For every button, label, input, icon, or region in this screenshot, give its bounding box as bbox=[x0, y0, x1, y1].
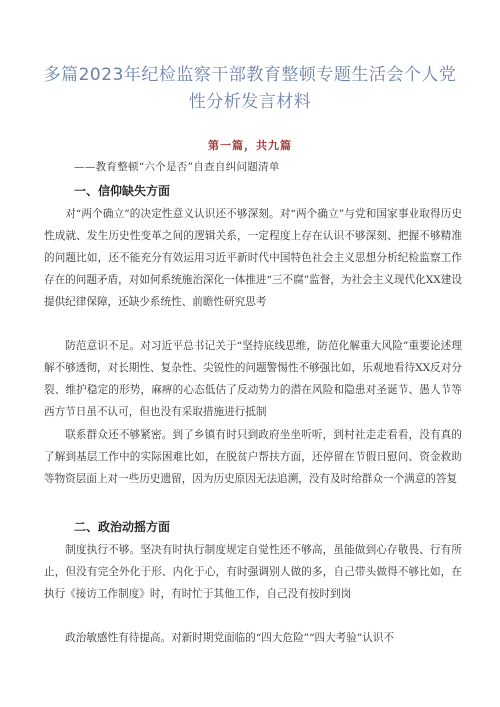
paragraph-system-execution: 制度执行不够。坚决有时执行制度规定自觉性还不够高，虽能做到心存敬畏、行有所止，但没有完全外化于形、内化于心，有时强调别人做的多，自己带头做得不够比如，在执行《接访工作制度》时，有时忙于其他工作，自己没有按时到岗 bbox=[44, 544, 462, 601]
paragraph-mass-contact: 联系群众还不够紧密。到了乡镇有时只到政府坐坐听听，到村社走走看看，没有真的了解到基层工作中的实际困难比如，在脱贫户帮扶方面，还停留在节假日慰问、资金救助等物资层面上对一些历史遗留，因为历史原因无法追溯，没有及时给群众一个满意的答复 bbox=[44, 429, 462, 486]
document-title: 多篇2023年纪检监察干部教育整顿专题生活会个人党性分析发言材料 bbox=[43, 65, 457, 112]
paragraph-risk-awareness: 防范意识不足。对习近平总书记关于“坚持底线思维，防范化解重大风险”重要论述理解不够透彻，对长期性、复杂性、尖锐性的问题警惕性不够强比如，乐观地看待XX反对分裂、维护稳定的形势，麻痹的心态低估了反动势力的潜在风险和隐患对圣诞节、愚人节等西方节日虽不认可，但也没有采取措施进行抵制 bbox=[44, 340, 462, 419]
section-number: 第一篇，共九篇 bbox=[208, 139, 292, 152]
section-heading-politics: 二、政治动摇方面 bbox=[74, 520, 171, 534]
paragraph-political-sensitivity: 政治敏感性有待提高。对新时期党面临的“四大危险”“四大考验”认识不 bbox=[65, 632, 395, 644]
paragraph-two-establishments: 对“两个确立”的决定性意义认识还不够深刻。对“两个确立”与党和国家事业取得历史性成就、发生历史性变革之间的逻辑关系，一定程度上存在认识不够深刻、把握不够精准的问题比如，还不能充分有效运用习近平新时代中国特色社会主义思想分析纪检监察工作存在的问题矛盾，对如何系统施治深化一体推进“三不腐”监督，为社会主义现代化XX建设提供纪律保障，还缺少系统性、前瞻性研究思考 bbox=[44, 208, 462, 309]
document-subtitle: ——教育整顿“六个是否”自查自纠问题清单 bbox=[74, 161, 280, 173]
section-heading-faith: 一、信仰缺失方面 bbox=[74, 184, 171, 198]
